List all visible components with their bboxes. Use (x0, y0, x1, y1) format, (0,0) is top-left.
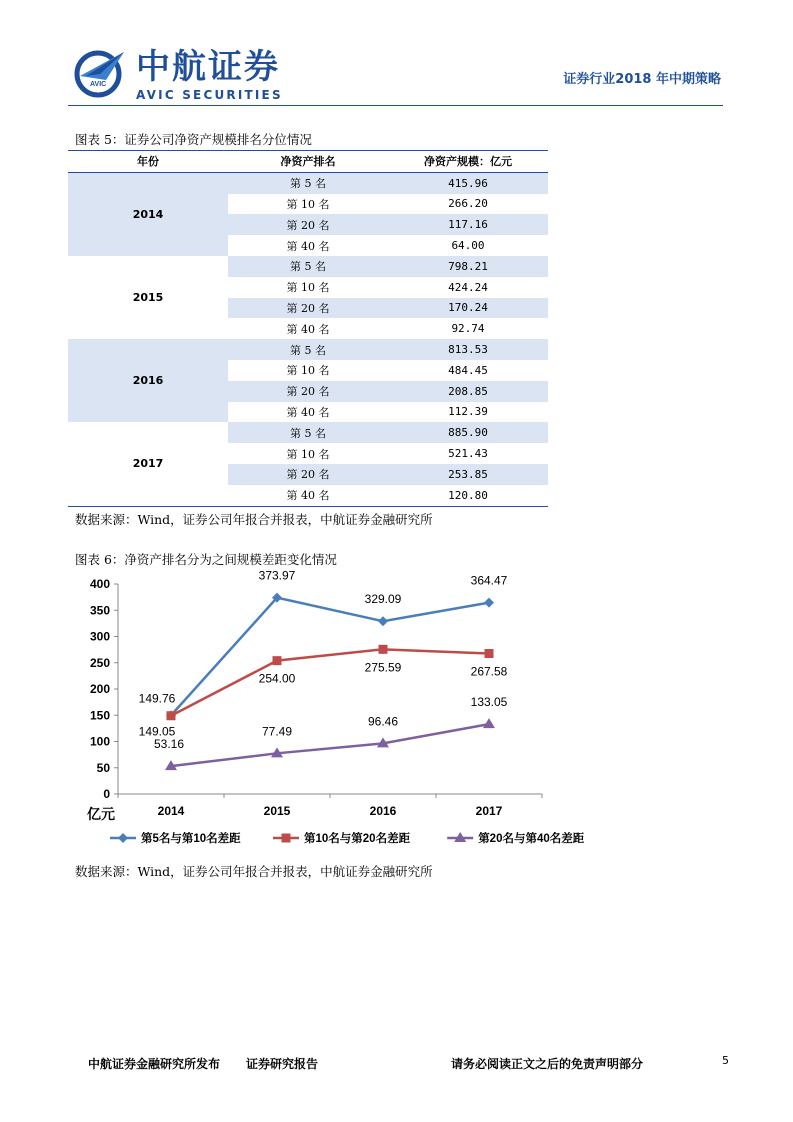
footer-report-type: 证券研究报告 (246, 1057, 319, 1071)
data-label: 364.47 (470, 573, 508, 588)
rank-cell: 第 20 名 (228, 298, 388, 319)
y-tick-label: 200 (89, 682, 110, 696)
avic-logo (72, 46, 132, 98)
figure6-caption: 图表 6：净资产排名分为之间规模差距变化情况 (75, 552, 337, 567)
rank-cell: 第 40 名 (286, 489, 330, 503)
rank-cell: 第 20 名 (228, 464, 388, 485)
value-cell: 885.90 (388, 422, 548, 443)
rank-cell: 第 40 名 (286, 322, 330, 336)
year-cell: 2016 (68, 339, 228, 422)
value-cell: 484.45 (448, 363, 488, 377)
figure5-source: 数据来源：Wind，证券公司年报合并报表，中航证券金融研究所 (75, 512, 433, 527)
y-tick-label: 0 (103, 787, 110, 801)
brand-name-en: AVIC SECURITIES (136, 88, 283, 102)
table-row (68, 256, 548, 277)
data-label: 329.09 (364, 592, 402, 607)
data-label: 149.05 (138, 724, 176, 739)
y-axis-unit-label: 亿元 (87, 806, 115, 822)
y-tick-label: 100 (89, 734, 110, 749)
data-point-diamond (484, 598, 494, 608)
data-point-square (282, 834, 291, 843)
column-header-year: 年份 (137, 155, 159, 169)
value-cell: 117.16 (388, 214, 548, 235)
rank-cell: 第 40 名 (286, 405, 330, 419)
report-title: 证券行业2018 年中期策略 (563, 72, 721, 87)
value-cell: 170.24 (388, 298, 548, 319)
footer-publisher: 中航证券金融研究所发布 (88, 1057, 221, 1071)
value-cell: 112.39 (448, 405, 488, 419)
value-cell: 92.74 (451, 322, 485, 336)
data-point-square (485, 649, 494, 658)
legend-label: 第20名与第40名差距 (478, 833, 585, 845)
year-cell: 2015 (132, 291, 164, 305)
data-label: 267.58 (470, 664, 508, 679)
x-tick-label: 2017 (475, 804, 503, 818)
gap-line-chart (68, 568, 585, 858)
logo-text: AVIC (90, 81, 107, 88)
legend-label: 第10名与第20名差距 (304, 833, 411, 845)
table-row (68, 422, 548, 443)
rank-cell: 第 5 名 (228, 339, 388, 360)
figure6-source: 数据来源：Wind，证券公司年报合并报表，中航证券金融研究所 (75, 864, 433, 879)
year-cell: 2014 (68, 172, 228, 256)
x-tick-label: 2016 (369, 804, 397, 818)
data-point-triangle (483, 718, 495, 728)
y-tick-label: 400 (89, 577, 110, 591)
series-line (171, 724, 489, 766)
page-number: 5 (722, 1054, 729, 1067)
table-header-row (68, 151, 548, 173)
brand-name-cn: 中航证券 (136, 47, 280, 87)
y-tick-label: 250 (89, 655, 110, 670)
y-tick-label: 50 (96, 760, 110, 775)
rank-cell: 第 5 名 (228, 422, 388, 443)
y-tick-label: 350 (89, 603, 110, 618)
data-label: 275.59 (364, 660, 402, 675)
data-label: 133.05 (470, 695, 508, 710)
header-divider (68, 105, 723, 106)
data-point-square (167, 711, 176, 720)
rank-cell: 第 5 名 (228, 256, 388, 277)
rank-cell: 第 40 名 (286, 239, 330, 253)
data-point-diamond (378, 616, 388, 626)
legend-label: 第5名与第10名差距 (141, 833, 241, 845)
rank-cell: 第 20 名 (228, 214, 388, 235)
x-tick-label: 2015 (263, 804, 291, 818)
value-cell: 120.80 (448, 488, 488, 502)
data-point-square (379, 645, 388, 654)
series-line (171, 598, 489, 716)
value-cell: 798.21 (388, 256, 548, 277)
year-cell: 2017 (132, 457, 164, 471)
value-cell: 521.43 (448, 447, 488, 461)
column-header-value: 净资产规模：亿元 (424, 155, 512, 169)
rank-cell: 第 10 名 (286, 197, 330, 211)
data-label: 373.97 (258, 568, 296, 583)
y-tick-label: 150 (89, 708, 110, 723)
rank-cell: 第 10 名 (286, 281, 330, 295)
data-point-square (273, 656, 282, 665)
net-asset-ranking-table (68, 150, 548, 507)
data-label: 149.76 (138, 691, 176, 706)
rank-cell: 第 20 名 (228, 381, 388, 402)
value-cell: 64.00 (451, 239, 485, 253)
value-cell: 813.53 (388, 339, 548, 360)
data-label: 53.16 (153, 737, 185, 752)
rank-cell: 第 5 名 (228, 172, 388, 193)
value-cell: 253.85 (388, 464, 548, 485)
value-cell: 208.85 (388, 381, 548, 402)
value-cell: 266.20 (448, 197, 488, 211)
series-line (171, 649, 489, 715)
table-row (68, 339, 548, 360)
value-cell: 415.96 (388, 172, 548, 193)
rank-cell: 第 10 名 (286, 364, 330, 378)
x-tick-label: 2014 (157, 804, 185, 818)
table-row (68, 172, 548, 193)
figure5-caption: 图表 5：证券公司净资产规模排名分位情况 (75, 132, 312, 147)
data-label: 96.46 (367, 714, 399, 729)
column-header-rank: 净资产排名 (280, 155, 336, 169)
footer-disclaimer-note: 请务必阅读正文之后的免责声明部分 (451, 1057, 644, 1071)
rank-cell: 第 10 名 (286, 447, 330, 461)
value-cell: 424.24 (448, 280, 488, 294)
data-label: 77.49 (261, 724, 293, 739)
y-tick-label: 300 (89, 629, 110, 644)
data-point-diamond (118, 833, 128, 843)
data-label: 254.00 (258, 671, 296, 686)
